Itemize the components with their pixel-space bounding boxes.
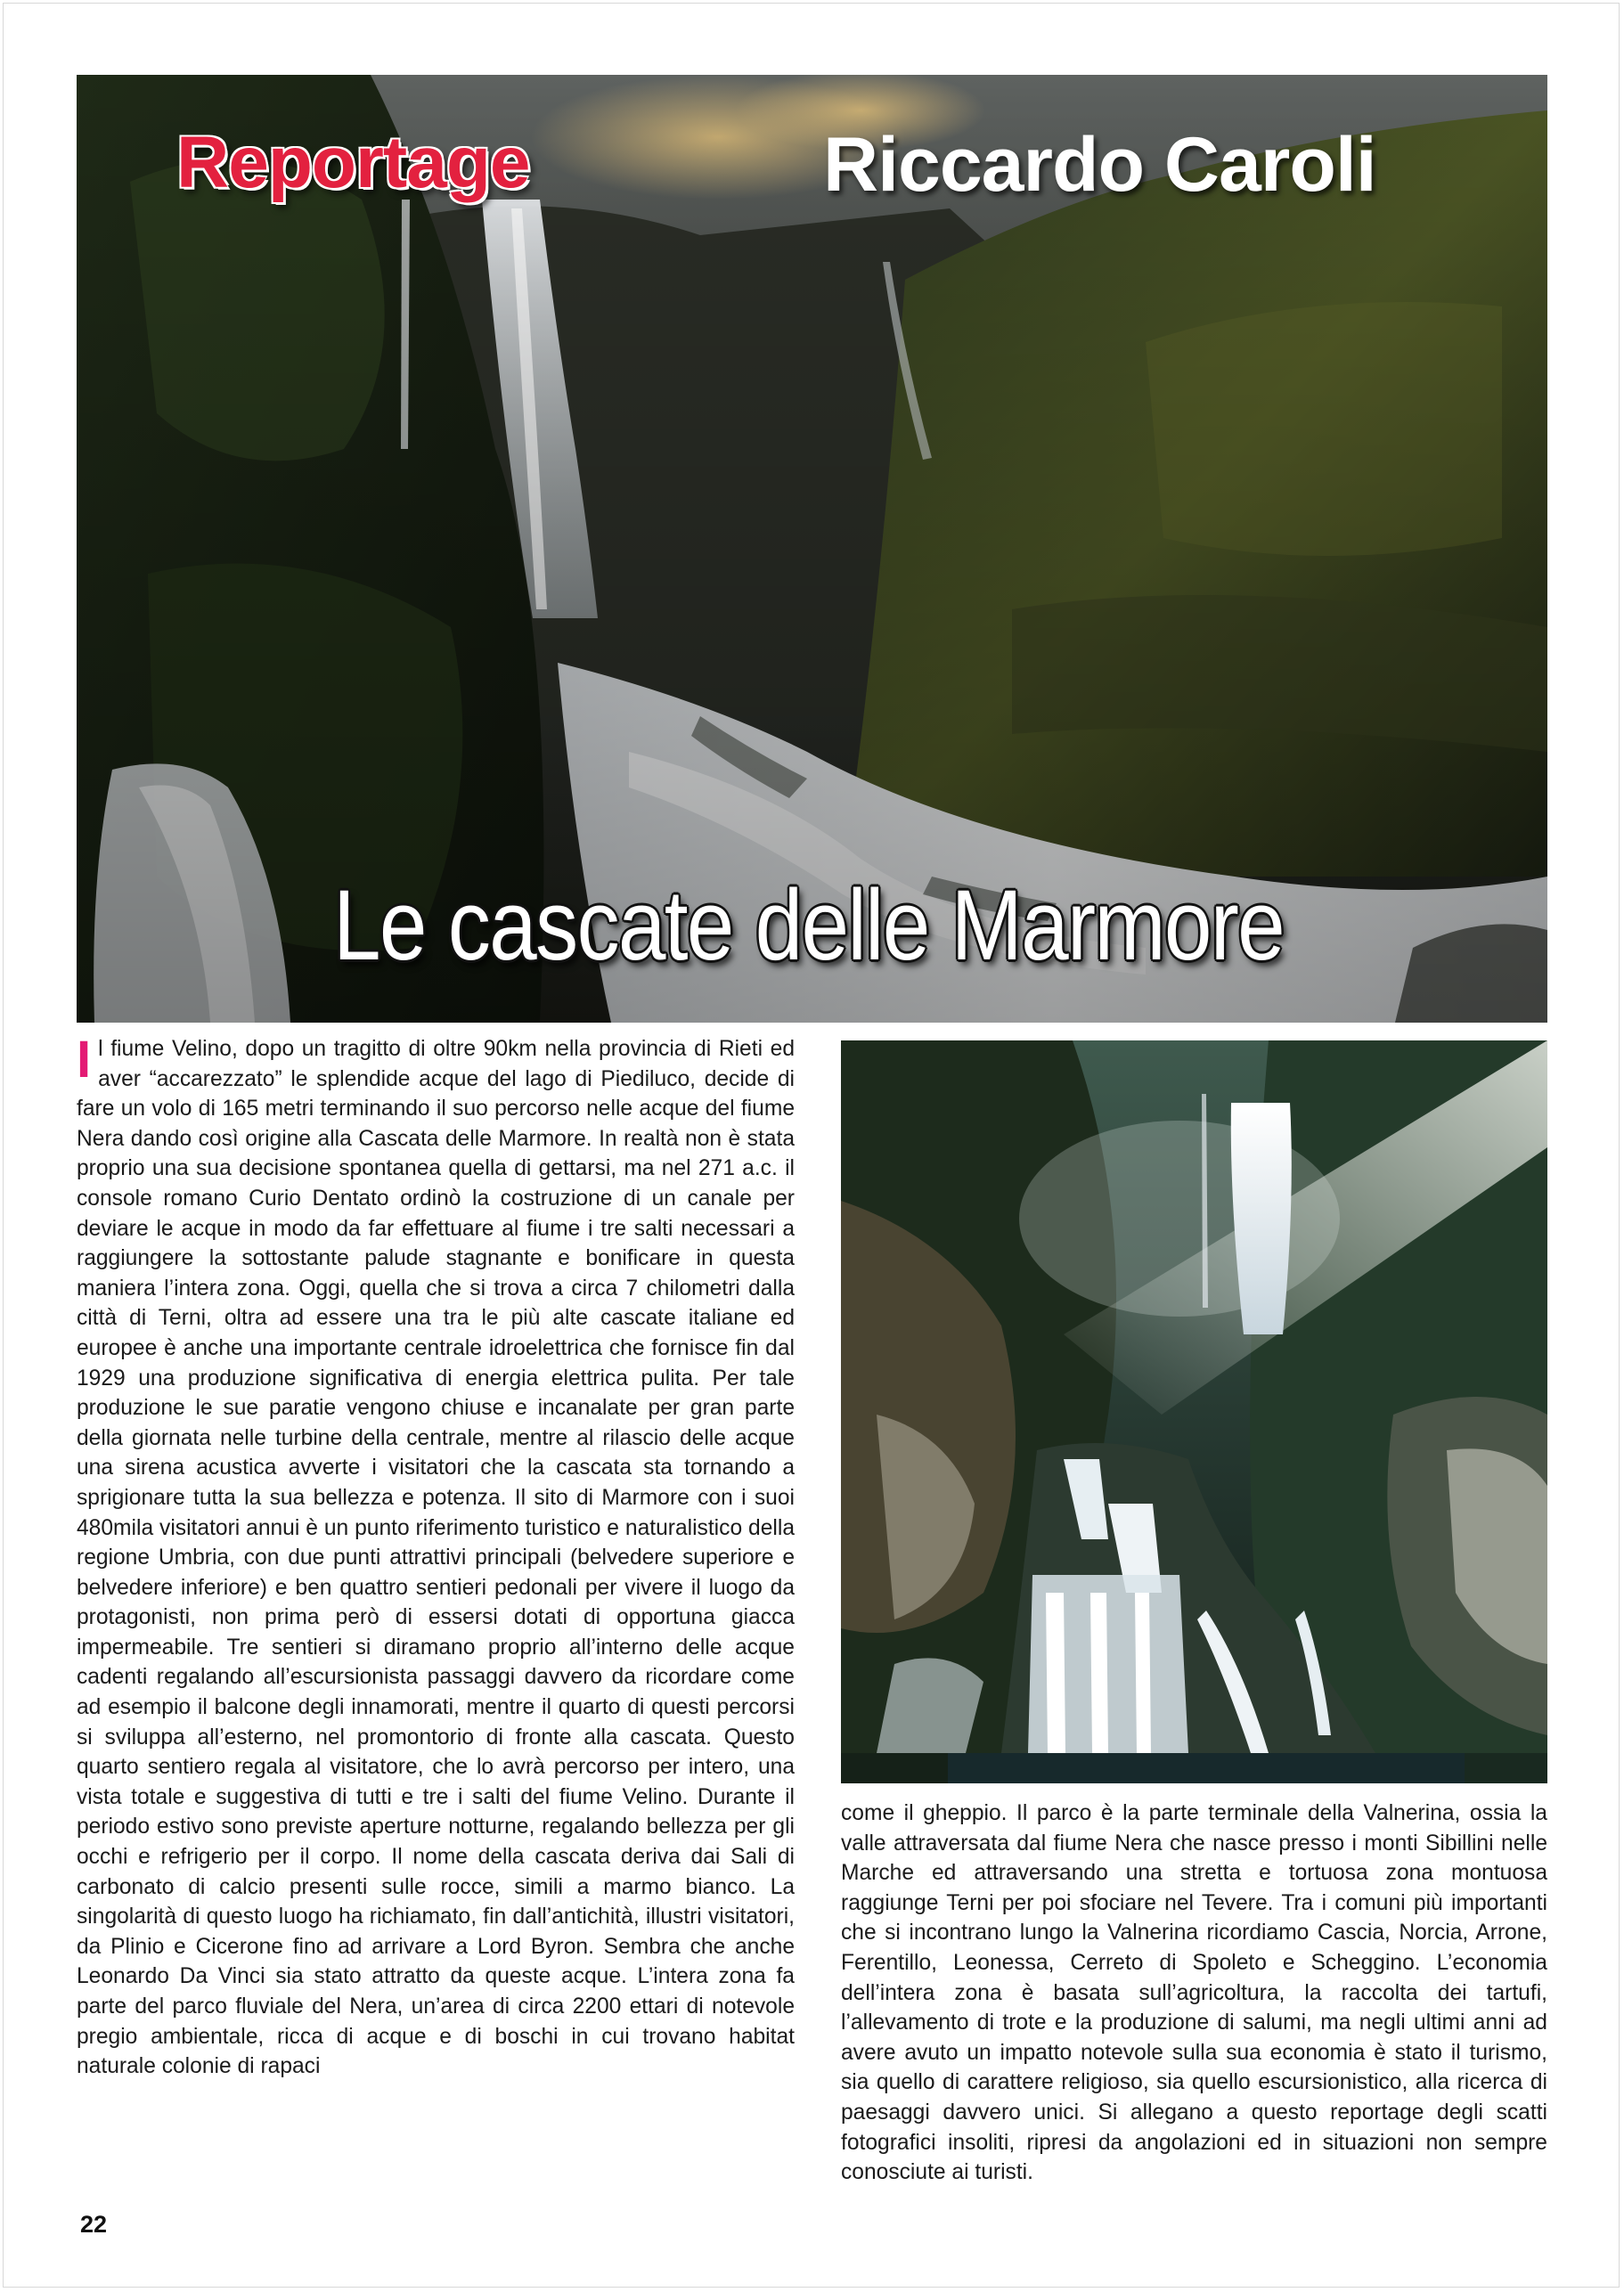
page-number: 22 [80,2211,108,2238]
drop-cap: I [77,1034,92,1089]
hero-waterfall-photo [77,75,1547,1023]
cascade-sunbeam-photo [841,1040,1547,1783]
article-title: Le cascate delle Marmore [333,869,1284,981]
article-text-right-column [841,1799,1547,2190]
left-column-paragraph: l fiume Velino, dopo un tragitto di oltre 90km nella provincia di Rieti ed aver “accarezzato” le splendide acque del lago di Piediluco, decide di fare un volo di 165 metri terminando il suo percorso nelle acque del fiume Nera dando così origine alla Cascata delle Marmore. In realtà non è stata proprio una sua decisione spontanea quella di gettarsi, ma nel 271 a.c. il console romano Curio Dentato ordinò la costruzione di un canale per deviare le acque in modo da far effettuare al fiume i tre salti necessari a raggiungere la sottostante palude stagnante e bonificare in questa maniera l’intera zona. Oggi, quella che si trova a circa 7 chilometri dalla città di Terni, oltra ad essere una tra le più alte cascate italiane ed europee è anche una importante centrale idroelettrica che fornisce fin dal 1929 una produzione significativa di energia elettrica pulita. Per tale produzione le sue paratie vengono chiuse e incanalate per gran parte della giornata nelle turbine della centrale, mentre al rilascio delle acque una sirena acustica avverte i visitatori che la cascata sta tornando a sprigionare tutta la sua bellezza e potenza. Il sito di Marmore con i suoi 480mila visitatori annui è un punto riferimento turistico e naturalistico della regione Umbria, con due punti attrattivi principali (belvedere superiore e belvedere inferiore) e ben quattro sentieri pedonali per vivere il luogo da protagonisti, non prima però di essersi dotati di opportuna giacca impermeabile. Tre sentieri si diramano proprio all’interno delle acque cadenti regalando all’escursionista passaggi davvero da ricordare come ad esempio il balcone degli innamorati, mentre il quarto di questi percorsi si sviluppa all’esterno, nel promontorio di fronte alla cascata. Questo quarto sentiero regala al visitatore, che lo avrà percorso per intero, una vista totale e suggestiva di tutti e tre i salti del fiume Velino. Durante il periodo estivo sono previste aperture notturne, regalando bellezza per gli occhi e refrigerio per il corpo. Il nome della cascata deriva dai Sali di carbonato di calcio presenti sulle rocce, simili a marmo bianco. La singolarità di questo luogo ha richiamato, fin dall’antichità, illustri visitatori, da Plinio e Cicerone fino ad arrivare a Lord Byron. Sembra che anche Leonardo Da Vinci sia stato attratto da queste acque. L’intera zona fa parte del parco fluviale del Nera, un’area di circa 2200 ettari di notevole pregio ambientale, ricca di acque e di boschi in cui trovano habitat naturale colonie di rapaci [77,1037,795,2079]
reportage-kicker: Reportage [176,122,530,203]
cascade-photo-illustration [841,1040,1547,1783]
author-name: Riccardo Caroli [823,122,1376,208]
article-text-left-column [77,1034,795,2179]
right-column-paragraph: come il gheppio. Il parco è la parte terminale della Valnerina, ossia la valle attraversata dal fiume Nera che nasce presso i monti Sibillini nelle Marche ed attraversando una stretta e tortuosa zona montuosa raggiunge Terni per poi sfociare nel Tevere. Tra i comuni più importanti che si incontrano lungo la Valnerina ricordiamo Cascia, Norcia, Arrone, Ferentillo, Leonessa, Cerreto di Spoleto e Scheggino. L’economia dell’intera zona è basata sull’agricoltura, la raccolta dei tartufi, l’allevamento di trote e la produzione di salumi, ma negli ultimi anni ad avere avuto un impatto notevole sulla sua economia è stato il turismo, sia quello di carattere religioso, sia quello escursionistico, alla ricerca di paesaggi davvero unici. Si allegano a questo reportage degli scatti fotografici insoliti, ripresi da angolazioni ed in situazioni non sempre conosciute ai turisti. [841,1801,1547,2185]
